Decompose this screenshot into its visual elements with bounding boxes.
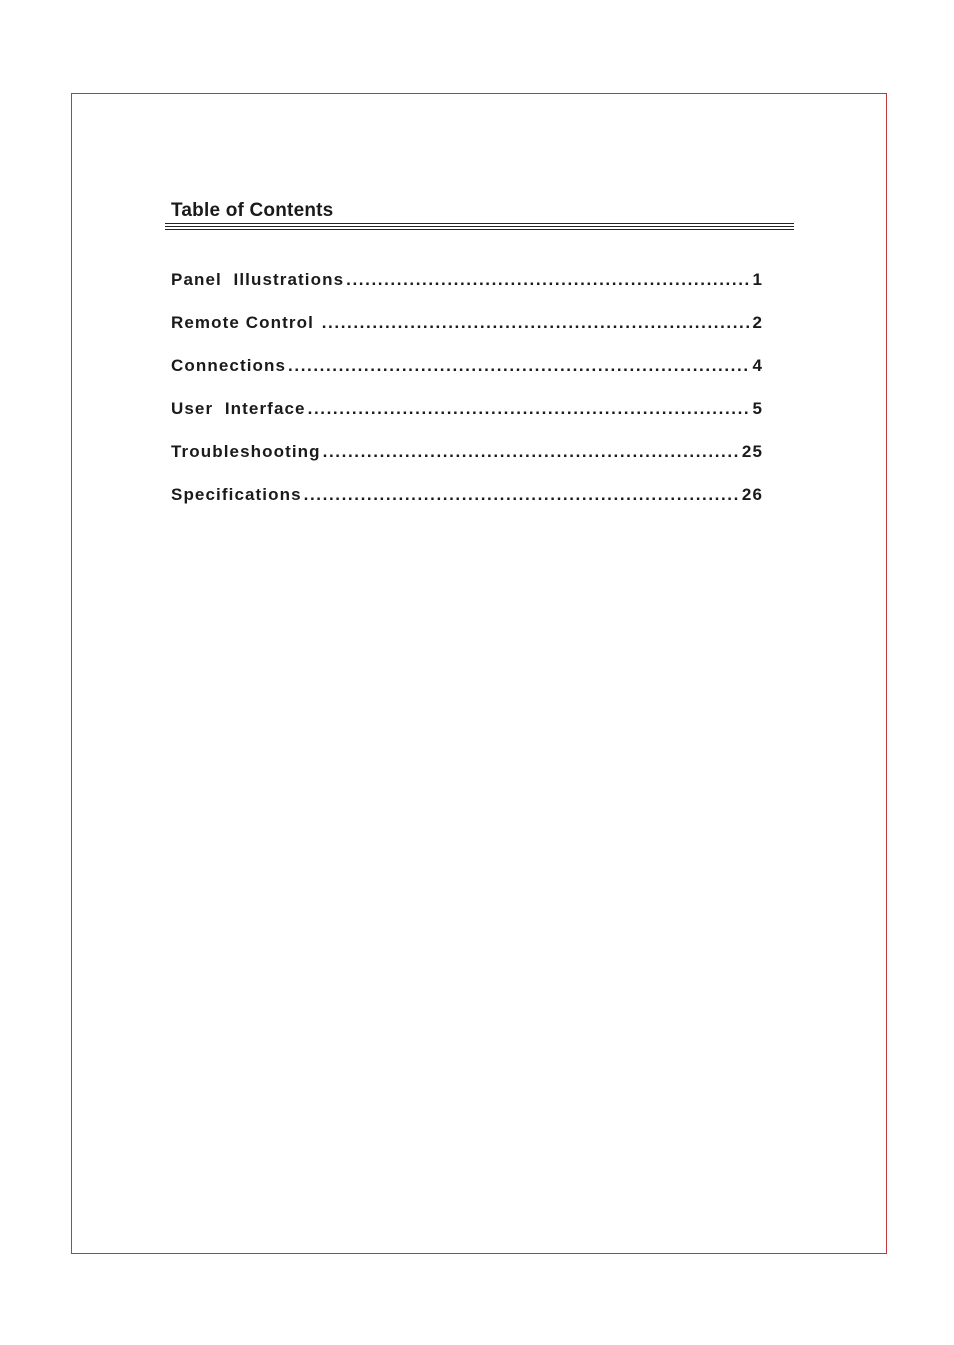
toc-dot-leader	[323, 440, 740, 464]
toc-dot-leader	[308, 397, 751, 421]
toc-page-number: 26	[741, 485, 763, 504]
rule-line	[165, 226, 794, 227]
page-title: Table of Contents	[171, 200, 334, 221]
toc-entry-troubleshooting[interactable]	[171, 440, 763, 483]
toc-entry-remote-control[interactable]	[171, 311, 763, 354]
toc-page-number: 1	[752, 270, 763, 289]
toc-entry-specifications[interactable]	[171, 483, 763, 526]
rule-line	[165, 229, 794, 230]
toc-page-number: 25	[741, 442, 763, 461]
toc-list	[171, 268, 763, 526]
toc-entry-panel-illustrations[interactable]	[171, 268, 763, 311]
toc-entry-user-interface[interactable]	[171, 397, 763, 440]
toc-entry-label: Remote Control	[171, 313, 320, 332]
toc-dot-leader	[304, 483, 740, 507]
toc-dot-leader	[322, 311, 751, 335]
toc-entry-connections[interactable]	[171, 354, 763, 397]
toc-dot-leader	[346, 268, 750, 292]
rule-line	[165, 223, 794, 224]
toc-entry-label: Panel Illustrations	[171, 270, 345, 289]
toc-dot-leader	[288, 354, 750, 378]
title-triple-rule	[165, 223, 794, 230]
toc-entry-label: Troubleshooting	[171, 442, 321, 461]
toc-page-number: 4	[752, 356, 763, 375]
toc-entry-label: User Interface	[171, 399, 306, 418]
toc-page-number: 2	[752, 313, 763, 332]
toc-entry-label: Specifications	[171, 485, 302, 504]
toc-entry-label: Connections	[171, 356, 287, 375]
toc-page-number: 5	[752, 399, 763, 418]
